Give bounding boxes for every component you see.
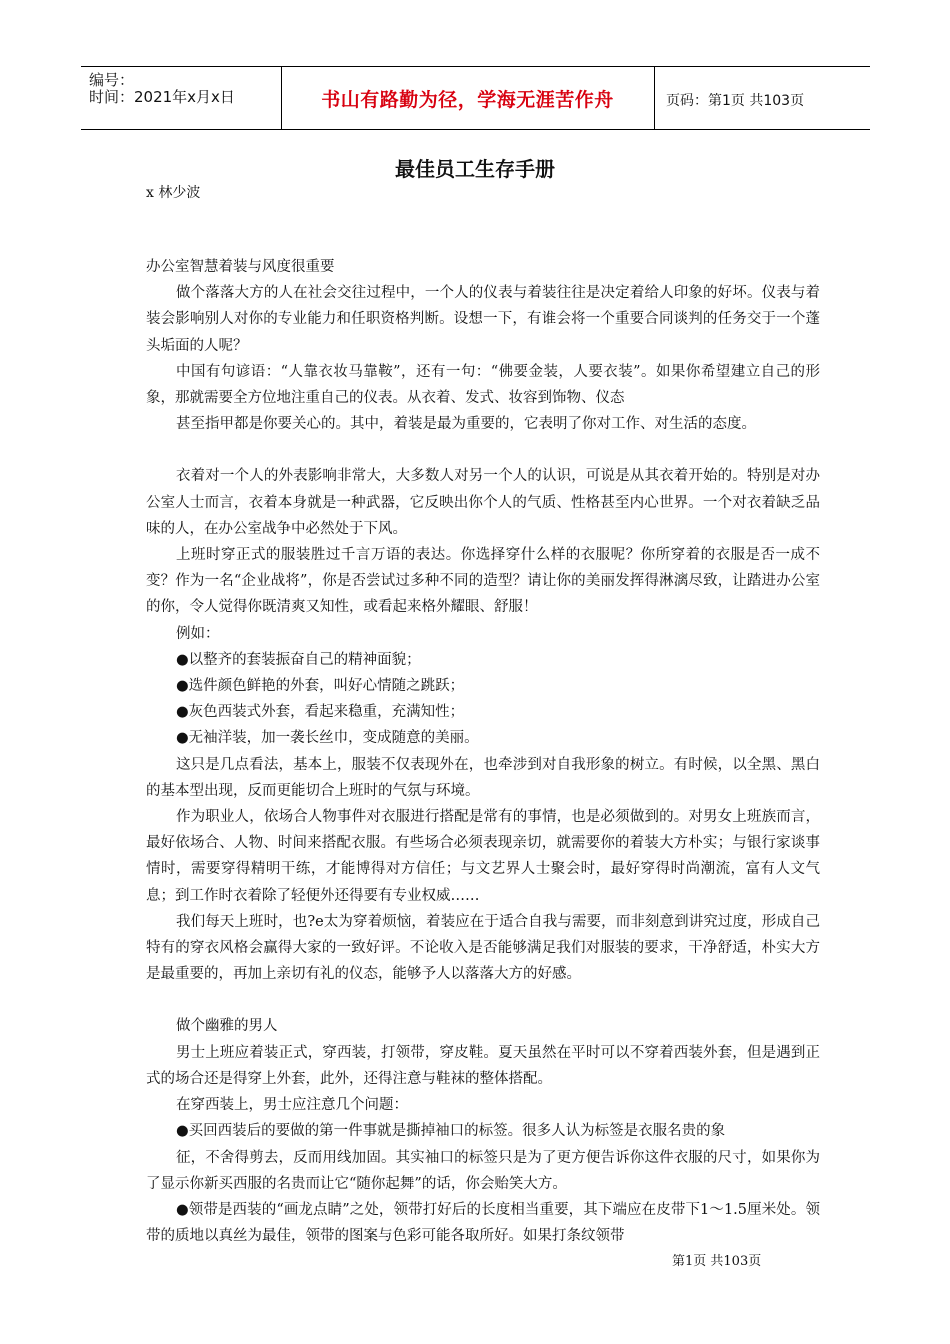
document-author: x 林少波 <box>146 185 201 201</box>
document-number-label: 编号： <box>89 71 135 89</box>
document-header <box>81 66 870 130</box>
document-title: 最佳员工生存手册 <box>395 157 555 181</box>
header-page-info: 页码：第1页 共103页 <box>666 93 805 109</box>
paragraph: 中国有句谚语：“人靠衣妆马靠鞍”，还有一句：“佛要金装，人要衣装”。如果你希望建立自己的形象，那就需要全方位地注重自己的仪表。从衣着、发式、妆容到饰物、仪态 <box>146 363 820 407</box>
paragraph: 征，不舍得剪去，反而用线加固。其实袖口的标签只是为了更方便告诉你这件衣服的尺寸，如果你为了显示你新买西服的名贵而让它“随你起舞”的话，你会贻笑大方。 <box>146 1149 820 1192</box>
header-divider <box>654 67 655 129</box>
paragraph: 在穿西装上，男士应注意几个问题： <box>176 1097 408 1114</box>
paragraph: 办公室智慧着装与风度很重要 <box>146 259 335 275</box>
paragraph: 衣着对一个人的外表影响非常大，大多数人对另一个人的认识，可说是从其衣着开始的。特别是对办公室人士而言，衣着本身就是一种武器，它反映出你个人的气质、性格甚至内心世界。一个对衣着缺乏品味的人，在办公室战争中必然处于下风。 <box>146 468 820 537</box>
paragraph: ●领带是西装的“画龙点睛”之处，领带打好后的长度相当重要，其下端应在皮带下1～1.5厘米处。领带的质地以真丝为最佳，领带的图案与色彩可能各取所好。如果打条纹领带 <box>146 1201 820 1245</box>
paragraph: 例如： <box>176 625 220 642</box>
document-body <box>146 254 820 1249</box>
paragraph: 做个幽雅的男人 <box>176 1018 278 1035</box>
paragraph: 上班时穿正式的服装胜过千言万语的表达。你选择穿什么样的衣服呢？你所穿着的衣服是否一成不变？作为一名“企业战将”，你是否尝试过多种不同的造型？请让你的美丽发挥得淋漓尽致，让踏进办公室的你，令人觉得你既清爽又知性，或看起来格外耀眼、舒服！ <box>146 547 820 616</box>
paragraph: ●灰色西装式外套，看起来稳重，充满知性； <box>176 704 465 721</box>
paragraph: 这只是几点看法，基本上，服装不仅表现外在，也牵涉到对自我形象的树立。有时候，以全黑、黑白的基本型出现，反而更能切合上班时的气氛与环境。 <box>146 756 820 799</box>
paragraph-spacer <box>146 437 820 463</box>
paragraph: ●无袖洋装，加一袭长丝巾，变成随意的美丽。 <box>176 730 479 747</box>
paragraph: ●以整齐的套装振奋自己的精神面貌； <box>176 651 421 668</box>
header-meta <box>89 72 235 106</box>
paragraph: ●买回西装后的要做的第一件事就是撕掉袖口的标签。很多人认为标签是衣服名贵的象 <box>176 1123 726 1140</box>
paragraph: 做个落落大方的人在社会交往过程中，一个人的仪表与着装往往是决定着给人印象的好坏。仪表与着装会影响别人对你的专业能力和任职资格判断。设想一下，有谁会将一个重要合同谈判的任务交于一个蓬头垢面的人呢？ <box>146 285 820 354</box>
paragraph-spacer <box>146 987 820 1013</box>
header-slogan: 书山有路勤为径，学海无涯苦作舟 <box>321 89 614 111</box>
paragraph: ●选件颜色鲜艳的外套，叫好心情随之跳跃； <box>176 678 465 695</box>
paragraph: 甚至指甲都是你要关心的。其中，着装是最为重要的，它表明了你对工作、对生活的态度。 <box>176 416 756 433</box>
document-date: 时间：2021年x月x日 <box>89 88 235 106</box>
paragraph: 作为职业人，依场合人物事件对衣服进行搭配是常有的事情，也是必须做到的。对男女上班族而言，最好依场合、人物、时间来搭配衣服。有些场合必须表现亲切，就需要你的着装大方朴实；与银行家谈事情时，需要穿得精明干练，才能博得对方信任；与文艺界人士聚会时，最好穿得时尚潮流，富有人文气息；到工作时衣着除了轻便外还得要有专业权威…… <box>146 809 820 904</box>
page-footer: 第1页 共103页 <box>672 1254 762 1269</box>
paragraph: 男士上班应着装正式，穿西装，打领带，穿皮鞋。夏天虽然在平时可以不穿着西装外套，但是遇到正式的场合还是得穿上外套，此外，还得注意与鞋袜的整体搭配。 <box>146 1044 820 1087</box>
paragraph: 我们每天上班时，也?e太为穿着烦恼，着装应在于适合自我与需要，而非刻意到讲究过度，形成自己特有的穿衣风格会赢得大家的一致好评。不论收入是否能够满足我们对服装的要求，干净舒适，朴实大方是最重要的，再加上亲切有礼的仪态，能够予人以落落大方的好感。 <box>146 913 820 983</box>
